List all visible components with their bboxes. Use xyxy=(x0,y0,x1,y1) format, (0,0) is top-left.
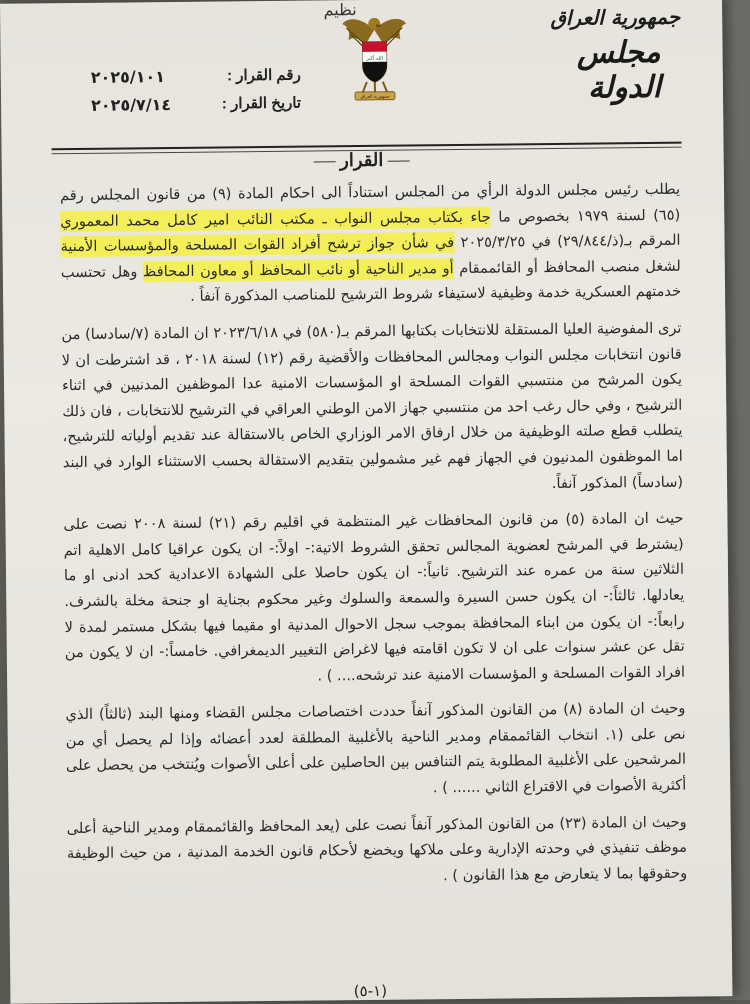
svg-text:جمهورية العراق: جمهورية العراق xyxy=(360,94,390,101)
decision-number: ٢٠٢٥/١٠١ xyxy=(90,66,166,87)
paragraph-1 xyxy=(60,177,681,311)
council-name: مجلس الدولة xyxy=(576,34,662,106)
decision-title-text: القرار xyxy=(339,149,384,172)
letterhead xyxy=(510,5,681,107)
highlight-3: أو مدير الناحية أو نائب المحافظ أو معاون المحافظ xyxy=(142,259,454,281)
para1-text-a: يطلب رئيس مجلس الدولة الرأي من المجلس استناداً الى احكام المادة (٩) من قانون المجلس رقم (٦٥) لسنة ١٩٧٩ بخصوص ما xyxy=(59,180,681,226)
paragraph-4: وحيث ان المادة (٨) من القانون المذكور آنفاً حددت اختصاصات مجلس القضاء ومنها البند (ثالثاً) الذي نص على (١. انتخاب القائممقام ومدير الناحية بالأغلبية المطلقة لعدد أعضائه وإذا لم يحصل أي من المرشحين على الأغلبية المطلوبة يتم التنافس بين الحاصلين على أعلى الأصوات ويُنتخب من يحصل على أكثرية الأصوات في الاقتراع الثاني ...... ) . xyxy=(65,699,687,797)
decision-number-label: رقم القرار : xyxy=(226,66,301,85)
decision-date-row xyxy=(91,89,301,119)
svg-text:الله أكبر: الله أكبر xyxy=(366,55,384,62)
iraq-eagle-emblem-icon xyxy=(340,8,409,109)
decision-number-row xyxy=(91,61,301,91)
decision-date-label: تاريخ القرار : xyxy=(221,94,302,113)
para1-text-d: وهل تحتسب خدمتهم العسكرية خدمة وظيفية لاستيفاء شروط الترشيح للمناصب المذكورة آنفاً . xyxy=(60,263,682,306)
paragraph-2: ترى المفوضية العليا المستقلة للانتخابات بكتابها المرقم بـ(٥٨٠) في ٢٠٢٣/٦/١٨ ان المادة (٧/سادسا) من قانون انتخابات مجلس النواب ومجالس المحافظات والأقضية رقم (١٢) لسنة ٢٠١٨ ، قد اشترطت ان لا يكون المرشح من منتسبي القوات المسلحة او المؤسسات الامنية عدا الموظفين المدنيين في اثناء الترشيح ، وفي حال رغب احد من منتسبي جهاز الامن الوطني العراقي في الترشيح للانتخابات ، فان ذلك يتطلب قطع صلته الوظيفية من خلال ارفاق الامر الوزاري الخاص بالاستقالة عند تقديم أولياته للترشيح، اما الموظفون المدنيون في الجهاز فهم غير مشمولين بتقديم الاستقالة بحسب الاستثناء الوارد في البند (سادساً) المذكور آنفاً. xyxy=(61,319,684,492)
decision-body xyxy=(60,177,688,904)
para1-text-b: المرقم بـ(ذ/٢٩/٨٤٤) في ٢٠٢٥/٣/٢٥ xyxy=(454,231,681,252)
page-number: (١-٥) xyxy=(353,981,388,1001)
header-top-cut-text: نظيم xyxy=(323,0,357,20)
republic-name: جمهورية العراق xyxy=(550,4,681,31)
decision-date: ٢٠٢٥/٧/١٤ xyxy=(90,94,172,115)
para1-text-c: لشغل منصب المحافظ أو القائممقام xyxy=(453,257,681,277)
highlight-1: جاء بكتاب مجلس النواب ـ مكتب النائب امير كامل محمد المعموري xyxy=(60,208,491,230)
decision-meta xyxy=(91,61,302,119)
decision-title xyxy=(292,149,432,171)
paragraph-5: وحيث ان المادة (٢٣) من القانون المذكور آنفاً نصت على (يعد المحافظ والقائممقام ومدير الناحية أعلى موظف تنفيذي في وحدته الإدارية وعلى ملاكها ويخضع لأحكام قانون الخدمة المدنية ، من حيث الوظيفة وحقوقها بما لا يتعارض مع هذا القانون ) . xyxy=(66,813,688,885)
paragraph-3: حيث ان المادة (٥) من قانون المحافظات غير المنتظمة في اقليم رقم (٢١) لسنة ٢٠٠٨ نصت على (يشترط في المرشح لعضوية المجالس تحقق الشروط الاتية:- اولاً:- ان يكون عراقيا كامل الاهلية اتم الثلاثين سنة من عمره عند الترشيح. ثانياً:- ان يكون حاصلا على الشهادة الاعدادية كحد ادنى او ما يعادلها. ثالثاً:- ان يكون حسن السيرة والسمعة والسلوك وغير محكوم بجناية او جنحة مخلة بالشرف. رابعاً:- ان يكون من ابناء المحافظة بموجب سجل الاحوال المدنية او مقيما فيها بشكل مستمر لمدة لا تقل عن عشر سنوات على ان لا تكون اقامته فيها لاغراض التغيير الديمغرافي. خامساً:- ان لا يكون من افراد القوات المسلحة و المؤسسات الامنية عند ترشحه.... ) . xyxy=(63,509,686,685)
highlight-2: في شأن جواز ترشح أفراد القوات المسلحة والمؤسسات الأمنية xyxy=(60,234,455,256)
